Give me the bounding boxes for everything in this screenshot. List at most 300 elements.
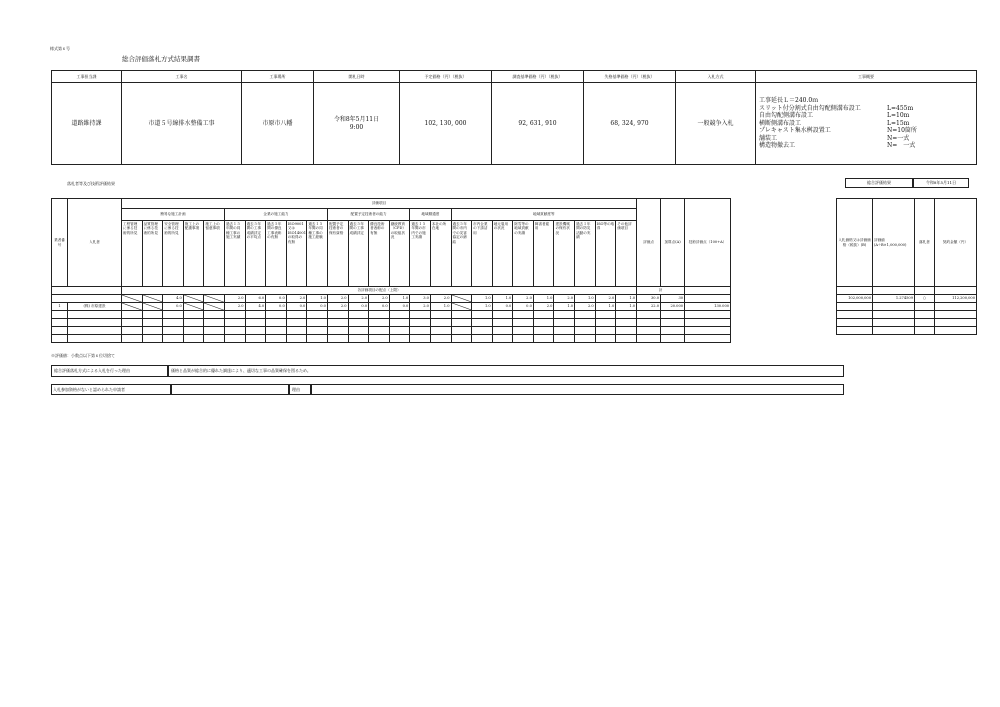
- empty-cell: [163, 311, 184, 319]
- col-project-name: 工事名: [122, 71, 242, 83]
- col-planned-price: 予定価格（円）（税抜）: [400, 71, 492, 83]
- eval-criterion: 過去５年間の工事成績評定: [348, 221, 369, 287]
- empty-cell: [286, 319, 307, 327]
- eval-notice-date: 令和8年5月11日: [913, 178, 969, 188]
- empty-cell: [348, 327, 369, 335]
- eval-criterion: 過去５年間の優良工事表彰の有無: [266, 221, 287, 287]
- col-eval-value: 評価値(A÷B×1,000,000): [873, 199, 915, 287]
- weights-total-label: 計: [637, 287, 685, 295]
- diagonal-slash-icon: [204, 295, 224, 302]
- eval-group-header: 配置予定技術者の能力: [327, 209, 409, 221]
- empty-cell: [52, 311, 68, 319]
- overview-list: [759, 97, 975, 150]
- footnote: ※評価値：小数点以下第６位切捨て: [51, 353, 115, 358]
- empty-cell: [68, 335, 122, 343]
- empty-cell: [430, 335, 451, 343]
- weights-sum: 30.0: [637, 295, 661, 303]
- overview-line: [759, 127, 975, 135]
- diagonal-slash-icon: [143, 303, 163, 310]
- weight-value: 0.0: [266, 295, 287, 303]
- empty-cell: [348, 319, 369, 327]
- empty-cell: [595, 311, 616, 319]
- score-value: 2.0: [224, 303, 245, 311]
- empty-cell: [142, 335, 163, 343]
- col-add-score: 加算点(A): [661, 199, 685, 287]
- document-title: 総合評価落札方式結果調書: [122, 55, 200, 63]
- empty-cell: [492, 311, 513, 319]
- diagonal-slash-icon: [122, 295, 142, 302]
- weight-value: 2.0: [430, 295, 451, 303]
- not-applicable-cell: [122, 303, 143, 311]
- empty-cell: [685, 319, 731, 327]
- col-fail-price: 失格基準価格（円）（税抜）: [584, 71, 676, 83]
- empty-cell: [410, 311, 431, 319]
- empty-cell: [327, 319, 348, 327]
- empty-cell: [307, 311, 328, 319]
- empty-cell: [492, 319, 513, 327]
- score-value: 1.0: [595, 303, 616, 311]
- eval-criterion: 過去１５年間の市内での施工実績: [410, 221, 431, 287]
- empty-cell: [637, 311, 661, 319]
- price-eval-empty-row: [837, 311, 977, 319]
- bid-price-value: 102,000,000: [837, 295, 873, 303]
- col-winner: 落札者: [915, 199, 935, 287]
- eval-criterion: 除雪等の地域貢献の実績: [513, 221, 534, 287]
- empty-cell: [430, 319, 451, 327]
- empty-cell: [204, 335, 225, 343]
- empty-cell: [513, 327, 534, 335]
- weight-value: 2.0: [327, 295, 348, 303]
- disqualified-reason-value: [311, 384, 844, 395]
- weights-label: 各評価項目の配点（上限）: [122, 287, 637, 295]
- disqualified-value: [171, 384, 289, 395]
- overview-item-label: 構造物撤去工: [759, 142, 796, 150]
- form-number: 様式第６号: [50, 46, 70, 51]
- empty-cell: [307, 335, 328, 343]
- empty-cell: [554, 327, 575, 335]
- empty-cell: [513, 311, 534, 319]
- score-value: 0.0: [348, 303, 369, 311]
- empty-cell: [451, 319, 472, 327]
- empty-cell: [575, 311, 596, 319]
- weight-value: 2.0: [348, 295, 369, 303]
- weights-label-row: [52, 287, 731, 295]
- empty-cell: [122, 311, 143, 319]
- empty-cell: [142, 327, 163, 335]
- empty-cell: [142, 311, 163, 319]
- overview-item-value: L=10m: [887, 112, 910, 120]
- reason-label: 総合評価落札方式による入札を行った理由: [51, 365, 168, 377]
- empty-cell: [389, 311, 410, 319]
- weights-blank: [52, 295, 122, 303]
- disqualified-reason-label: 理由: [289, 384, 311, 395]
- contract-info-table: [51, 70, 977, 165]
- overview-item-label: 自由勾配側溝布設工: [759, 112, 814, 120]
- eval-criterion: 過去１５年間の同種工事の施工実績: [224, 221, 245, 287]
- eval-criterion: 施工上の留意事項: [204, 221, 225, 287]
- price-eval-weights-row: [837, 287, 977, 295]
- empty-cell: [327, 327, 348, 335]
- empty-cell: [163, 327, 184, 335]
- empty-cell: [52, 319, 68, 327]
- eval-criterion: ISO等の取得: [595, 221, 616, 287]
- eval-criterion: 安全管理に係る技術的所見: [163, 221, 184, 287]
- eval-criterion: 施工上の配慮事項: [183, 221, 204, 287]
- eval-criterion: 市内企業の下請活用: [472, 221, 493, 287]
- opening-date-line2: 9:00: [349, 123, 364, 131]
- col-dept: 工事担当課: [52, 71, 122, 83]
- col-tech-score: 評価点: [637, 199, 661, 287]
- overview-line: [759, 97, 975, 105]
- empty-cell: [685, 335, 731, 343]
- bidder-row: [52, 303, 731, 311]
- empty-cell: [266, 319, 287, 327]
- empty-cell: [224, 311, 245, 319]
- empty-cell: [389, 335, 410, 343]
- score-value: 0.0: [369, 303, 390, 311]
- empty-cell: [369, 319, 390, 327]
- diagonal-slash-icon: [204, 303, 224, 310]
- weights-blank: [685, 287, 731, 295]
- empty-row: [52, 335, 731, 343]
- not-applicable-cell: [183, 295, 204, 303]
- empty-cell: [286, 335, 307, 343]
- empty-cell: [122, 335, 143, 343]
- empty-cell: [348, 335, 369, 343]
- place-value: 市原市八幡: [242, 83, 314, 165]
- empty-cell: [68, 311, 122, 319]
- overview-item-label: スリット付分割式自由勾配側溝布設工: [759, 104, 861, 112]
- empty-cell: [595, 335, 616, 343]
- empty-cell: [661, 327, 685, 335]
- eval-criteria-row: [52, 221, 731, 287]
- fail-price-value: 68, 324, 970: [584, 83, 676, 165]
- eval-criterion: 過去５年間の市内での災害協定の締結: [451, 221, 472, 287]
- empty-cell: [616, 335, 637, 343]
- eval-items-header: 評価項目: [122, 199, 637, 209]
- score-value: 0.0: [513, 303, 534, 311]
- weight-value: 3.0: [410, 295, 431, 303]
- dept-value: 道路維持課: [52, 83, 122, 165]
- not-applicable-cell: [142, 303, 163, 311]
- empty-cell: [122, 319, 143, 327]
- score-value: 4.0: [245, 303, 266, 311]
- empty-cell: [245, 311, 266, 319]
- empty-cell: [204, 311, 225, 319]
- empty-cell: [122, 327, 143, 335]
- empty-cell: [533, 335, 554, 343]
- eval-criterion: 継続教育（CPD）の取組状況: [389, 221, 410, 287]
- empty-cell: [389, 327, 410, 335]
- price-eval-row: [837, 295, 977, 303]
- eval-value: 1.274509: [873, 295, 915, 303]
- weight-value: 4.0: [163, 295, 184, 303]
- contract-value: 112,200,000: [935, 295, 977, 303]
- empty-row: [52, 319, 731, 327]
- empty-cell: [472, 327, 493, 335]
- empty-cell: [68, 327, 122, 335]
- eval-criterion: 工程管理に係る技術的所見: [122, 221, 143, 287]
- col-opening-date: 開札日時: [314, 71, 400, 83]
- empty-cell: [513, 319, 534, 327]
- col-bidder-name: 入札者: [68, 199, 122, 287]
- empty-cell: [595, 327, 616, 335]
- empty-row: [52, 327, 731, 335]
- empty-cell: [616, 327, 637, 335]
- empty-cell: [286, 327, 307, 335]
- score-value: 1.0: [616, 303, 637, 311]
- survey-price-value: 92, 631, 910: [492, 83, 584, 165]
- eval-criterion: その他評価項目: [616, 221, 637, 287]
- bidder-no: 1: [52, 303, 68, 311]
- eval-criterion: 過去５年間の工事成績評定の平均点: [245, 221, 266, 287]
- eval-criterion: 本社の所在地: [430, 221, 451, 287]
- col-bid-method: 入札方式: [676, 71, 756, 83]
- empty-cell: [410, 335, 431, 343]
- col-overview: 工事概要: [756, 71, 977, 83]
- score-value: 2.0: [533, 303, 554, 311]
- empty-cell: [183, 319, 204, 327]
- diagonal-slash-icon: [184, 295, 204, 302]
- not-applicable-cell: [142, 295, 163, 303]
- empty-cell: [410, 319, 431, 327]
- empty-cell: [224, 327, 245, 335]
- empty-cell: [554, 319, 575, 327]
- eval-group-header: 地域貢献度等: [451, 209, 637, 221]
- score-value: 1.0: [472, 303, 493, 311]
- empty-cell: [245, 327, 266, 335]
- weight-value: 1.0: [389, 295, 410, 303]
- empty-cell: [369, 311, 390, 319]
- disqualified-label: 入札参加資格がないと認められた申請者: [51, 384, 171, 395]
- empty-cell: [369, 327, 390, 335]
- not-applicable-cell: [204, 303, 225, 311]
- empty-cell: [52, 327, 68, 335]
- empty-cell: [327, 311, 348, 319]
- empty-cell: [451, 327, 472, 335]
- empty-cell: [266, 327, 287, 335]
- empty-cell: [685, 311, 731, 319]
- overview-item-value: N=10箇所: [887, 127, 917, 135]
- eval-group-header: 地域精通度: [410, 209, 451, 221]
- diagonal-slash-icon: [452, 303, 472, 310]
- empty-cell: [554, 335, 575, 343]
- empty-cell: [661, 319, 685, 327]
- score-value: 0.0: [286, 303, 307, 311]
- price-eval-table: [836, 198, 977, 335]
- empty-cell: [595, 319, 616, 327]
- weight-value: 1.0: [492, 295, 513, 303]
- price-eval-header: [837, 199, 977, 287]
- empty-cell: [307, 319, 328, 327]
- score-value: 1.0: [430, 303, 451, 311]
- weight-value: 2.0: [369, 295, 390, 303]
- empty-cell: [204, 327, 225, 335]
- overview-line: [759, 105, 975, 113]
- empty-cell: [513, 335, 534, 343]
- empty-cell: [163, 335, 184, 343]
- weights-max: 30: [661, 295, 685, 303]
- weights-blank: [685, 295, 731, 303]
- overview-item-value: N= 一式: [887, 142, 916, 150]
- empty-cell: [451, 335, 472, 343]
- empty-cell: [554, 311, 575, 319]
- overview-value: [756, 83, 977, 165]
- empty-cell: [430, 327, 451, 335]
- empty-cell: [410, 327, 431, 335]
- overview-item-value: L=455m: [887, 104, 914, 112]
- diagonal-slash-icon: [143, 295, 163, 302]
- diagonal-slash-icon: [184, 303, 204, 310]
- overview-item-label: 横断側溝布設工: [759, 119, 802, 127]
- col-bid-price: 入札価格又は評価価格（税抜）(B): [837, 199, 873, 287]
- col-tech-price: 技術評価点（100+A）: [685, 199, 731, 287]
- not-applicable-cell: [451, 295, 472, 303]
- price-eval-empty-row: [837, 319, 977, 327]
- empty-cell: [637, 319, 661, 327]
- score-value: 1.0: [554, 303, 575, 311]
- empty-cell: [575, 327, 596, 335]
- winner-mark: ○: [915, 295, 935, 303]
- weight-value: 1.0: [307, 295, 328, 303]
- empty-cell: [616, 311, 637, 319]
- empty-cell: [492, 327, 513, 335]
- eval-criterion: 優良技術者表彰の有無: [369, 221, 390, 287]
- weight-value: 1.0: [575, 295, 596, 303]
- empty-cell: [266, 311, 287, 319]
- eval-criterion: 過去１年間の防災活動の実績: [575, 221, 596, 287]
- empty-cell: [472, 335, 493, 343]
- opening-date-value: [314, 83, 400, 165]
- not-applicable-cell: [451, 303, 472, 311]
- score-value: 0.0: [307, 303, 328, 311]
- empty-cell: [307, 327, 328, 335]
- tech-price-score: 130.000: [685, 303, 731, 311]
- add-score: 20.000: [661, 303, 685, 311]
- weight-value: 2.0: [224, 295, 245, 303]
- planned-price-value: 102, 130, 000: [400, 83, 492, 165]
- empty-cell: [616, 319, 637, 327]
- weights-blank: [52, 287, 122, 295]
- weight-value: 2.0: [595, 295, 616, 303]
- weight-value: 1.0: [616, 295, 637, 303]
- col-bidder-no: 業者番号: [52, 199, 68, 287]
- not-applicable-cell: [204, 295, 225, 303]
- score-value: 2.0: [410, 303, 431, 311]
- empty-cell: [68, 319, 122, 327]
- weight-value: 6.0: [245, 295, 266, 303]
- contract-info-row: [52, 83, 977, 165]
- overview-item-value: L=15m: [887, 119, 910, 127]
- col-place: 工事場所: [242, 71, 314, 83]
- score-value: 0.0: [163, 303, 184, 311]
- empty-cell: [245, 319, 266, 327]
- weight-value: 1.0: [533, 295, 554, 303]
- eval-group-header: 簡易な施工計画: [122, 209, 225, 221]
- not-applicable-cell: [183, 303, 204, 311]
- empty-cell: [637, 327, 661, 335]
- empty-cell: [472, 319, 493, 327]
- col-contract: 契約金額（円）: [935, 199, 977, 287]
- empty-cell: [533, 327, 554, 335]
- empty-cell: [348, 311, 369, 319]
- empty-cell: [637, 335, 661, 343]
- empty-cell: [286, 311, 307, 319]
- eval-header-top: [52, 199, 731, 209]
- empty-cell: [52, 335, 68, 343]
- score-value: 0.0: [389, 303, 410, 311]
- col-survey-price: 調査基準価格（円）（税抜）: [492, 71, 584, 83]
- bidder-name: (株) 市原建設: [68, 303, 122, 311]
- score-value: 2.0: [575, 303, 596, 311]
- overview-item-label: プレキャスト集水桝設置工: [759, 127, 831, 135]
- score-value: 2.0: [327, 303, 348, 311]
- tech-eval-table: [51, 198, 731, 343]
- empty-cell: [472, 311, 493, 319]
- empty-cell: [389, 319, 410, 327]
- overview-item-value: N=一式: [887, 134, 910, 142]
- overview-item-label: 舗装工: [759, 134, 778, 142]
- empty-cell: [451, 311, 472, 319]
- not-applicable-cell: [122, 295, 143, 303]
- weight-value: 1.0: [472, 295, 493, 303]
- eval-criterion: 障害者雇用: [533, 221, 554, 287]
- eval-criterion: 過去１５年間の同種工事の施工経験: [307, 221, 328, 287]
- empty-cell: [685, 327, 731, 335]
- eval-group-header: 企業の施工能力: [224, 209, 327, 221]
- weight-value: 2.0: [513, 295, 534, 303]
- empty-cell: [224, 319, 245, 327]
- empty-cell: [327, 335, 348, 343]
- empty-cell: [204, 319, 225, 327]
- opening-date-line1: 令和8年5月11日: [333, 115, 380, 123]
- score-value: 0.0: [492, 303, 513, 311]
- eval-criterion: 品質管理に係る技術的所見: [142, 221, 163, 287]
- empty-cell: [224, 335, 245, 343]
- eval-table-wrap: [51, 198, 731, 343]
- eval-criterion: 地元雇用の状況: [492, 221, 513, 287]
- empty-cell: [142, 319, 163, 327]
- diagonal-slash-icon: [452, 295, 472, 302]
- eval-caption: 落札者等及び技術評価結果: [67, 181, 115, 186]
- contract-info-header: [52, 71, 977, 83]
- eval-criterion: 建設機械の保有状況: [554, 221, 575, 287]
- empty-cell: [369, 335, 390, 343]
- diagonal-slash-icon: [122, 303, 142, 310]
- empty-cell: [183, 311, 204, 319]
- eval-criterion: 配置予定技術者の保有資格: [327, 221, 348, 287]
- overview-line: [759, 112, 975, 120]
- empty-cell: [266, 335, 287, 343]
- overview-item-label: 工事延長Ｌ＝240.0ｍ: [759, 96, 819, 104]
- overview-line: [759, 142, 975, 150]
- price-eval-empty-row: [837, 327, 977, 335]
- eval-criterion: ISO9001又はISO14001の取得の有無: [286, 221, 307, 287]
- empty-cell: [492, 335, 513, 343]
- empty-cell: [183, 327, 204, 335]
- empty-cell: [245, 335, 266, 343]
- empty-cell: [183, 335, 204, 343]
- empty-cell: [575, 335, 596, 343]
- empty-cell: [661, 335, 685, 343]
- score-value: 0.0: [266, 303, 287, 311]
- eval-notice-label: 総合評価結果: [845, 178, 913, 188]
- weights-row: [52, 295, 731, 303]
- empty-cell: [533, 311, 554, 319]
- weight-value: 2.0: [554, 295, 575, 303]
- price-eval-empty-row: [837, 303, 977, 311]
- empty-cell: [430, 311, 451, 319]
